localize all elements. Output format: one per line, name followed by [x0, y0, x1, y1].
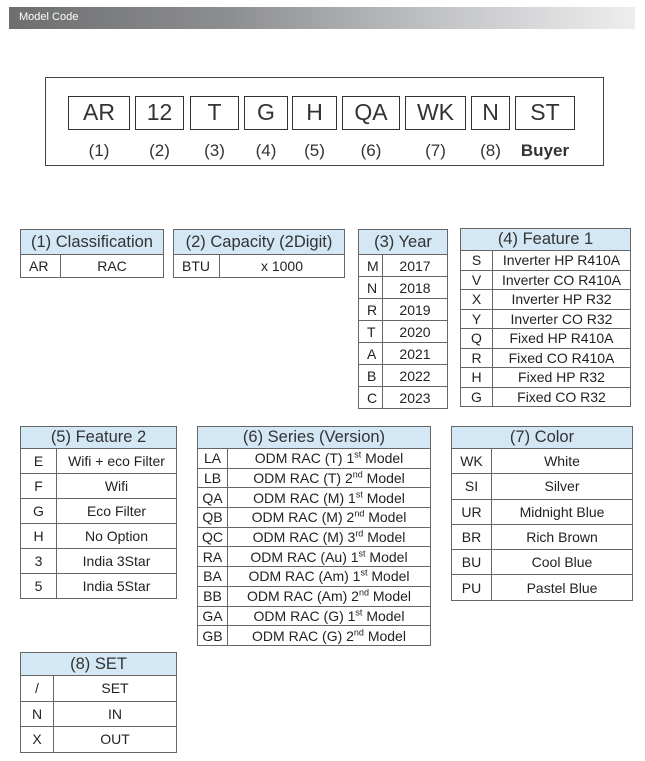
year-code-cell: N — [359, 277, 383, 299]
feature2-code-cell: E — [21, 449, 57, 474]
series-code-cell: GA — [198, 606, 228, 626]
color-code-cell: PU — [452, 575, 492, 600]
series-code-cell: QC — [198, 527, 228, 547]
code-label-5: (5) — [304, 141, 325, 160]
classification-table — [20, 229, 164, 278]
series-text: ODM RAC (M) 1 — [253, 489, 356, 506]
series-code-cell: LA — [198, 449, 228, 469]
table-row — [198, 606, 431, 626]
feature1-code-cell: V — [461, 270, 493, 290]
table-row — [198, 626, 431, 646]
table-row — [174, 255, 345, 278]
color-code-cell: UR — [452, 499, 492, 524]
year-code-cell: T — [359, 321, 383, 343]
series-suffix: Model — [362, 470, 405, 487]
series-value-cell — [228, 488, 431, 508]
year-table — [358, 229, 448, 409]
series-value-cell — [228, 586, 431, 606]
set-value-cell: IN — [54, 701, 177, 727]
code-label-6: (6) — [360, 141, 382, 160]
series-title: (6) Series (Version) — [198, 427, 431, 449]
feature2-value-cell: India 3Star — [57, 549, 177, 574]
series-text: ODM RAC (M) 3 — [252, 529, 356, 546]
code-label-1: (1) — [88, 141, 110, 160]
feature1-code-cell: G — [461, 387, 493, 407]
series-value-cell — [228, 626, 431, 646]
table-row — [21, 549, 177, 574]
series-suffix: Model — [363, 627, 406, 644]
table-row — [452, 449, 633, 474]
series-suffix: Model — [362, 607, 405, 624]
color-value-cell: Cool Blue — [492, 550, 633, 575]
series-value-cell — [228, 449, 431, 469]
year-value-cell: 2019 — [383, 299, 448, 321]
classification-code-cell: AR — [21, 255, 61, 278]
year-code-cell: C — [359, 387, 383, 409]
table-row — [198, 527, 431, 547]
series-value-cell — [228, 606, 431, 626]
color-value-cell: Pastel Blue — [492, 575, 633, 600]
series-text: ODM RAC (T) 1 — [254, 450, 355, 467]
table-row — [461, 348, 631, 368]
code-label-buyer: Buyer — [520, 141, 570, 160]
series-ordinal: nd — [352, 469, 363, 480]
feature1-code-cell: S — [461, 251, 493, 271]
series-code-cell: QB — [198, 508, 228, 528]
table-row — [359, 277, 448, 299]
series-code-cell: GB — [198, 626, 228, 646]
section-title: Model Code — [19, 11, 79, 23]
series-suffix: Model — [363, 529, 406, 546]
year-value-cell: 2017 — [383, 255, 448, 277]
feature1-value-cell: Fixed HP R32 — [493, 368, 631, 388]
feature1-value-cell: Fixed CO R410A — [493, 348, 631, 368]
table-row — [452, 575, 633, 600]
feature1-value-cell: Fixed CO R32 — [493, 387, 631, 407]
feature2-value-cell: No Option — [57, 524, 177, 549]
feature1-code-cell: R — [461, 348, 493, 368]
series-value-cell — [228, 527, 431, 547]
series-text: ODM RAC (Am) 2 — [246, 588, 359, 605]
color-value-cell: Silver — [492, 474, 633, 499]
code-label-8: (8) — [480, 141, 501, 160]
table-row — [21, 701, 177, 727]
feature2-code-cell: 5 — [21, 574, 57, 599]
feature2-code-cell: 3 — [21, 549, 57, 574]
series-ordinal: rd — [355, 528, 364, 539]
color-value-cell: Rich Brown — [492, 524, 633, 549]
series-text: ODM RAC (T) 2 — [253, 470, 353, 487]
year-value-cell: 2023 — [383, 387, 448, 409]
table-row — [198, 449, 431, 469]
series-suffix: Model — [361, 450, 404, 467]
table-row — [461, 387, 631, 407]
code-label-3: (3) — [204, 141, 225, 160]
table-row — [461, 251, 631, 271]
code-part-1: AR — [68, 96, 130, 130]
table-row — [198, 508, 431, 528]
code-label-2: (2) — [149, 141, 170, 160]
classification-title: (1) Classification — [21, 230, 164, 255]
color-value-cell: Midnight Blue — [492, 499, 633, 524]
set-code-cell: N — [21, 701, 54, 727]
table-row — [198, 488, 431, 508]
set-code-cell: X — [21, 727, 54, 753]
series-code-cell: QA — [198, 488, 228, 508]
color-value-cell: White — [492, 449, 633, 474]
table-row — [21, 574, 177, 599]
set-title: (8) SET — [21, 653, 177, 676]
table-row — [21, 676, 177, 702]
code-part-2: 12 — [135, 96, 184, 130]
table-row — [21, 255, 164, 278]
table-row — [198, 567, 431, 587]
series-text: ODM RAC (G) 2 — [252, 627, 354, 644]
table-row — [21, 499, 177, 524]
year-value-cell: 2018 — [383, 277, 448, 299]
table-row — [359, 365, 448, 387]
set-table — [20, 652, 177, 753]
table-row — [21, 727, 177, 753]
feature1-code-cell: Q — [461, 329, 493, 349]
year-code-cell: B — [359, 365, 383, 387]
table-row — [359, 299, 448, 321]
table-row — [461, 329, 631, 349]
series-ordinal: st — [360, 567, 368, 578]
feature2-code-cell: H — [21, 524, 57, 549]
color-table — [451, 426, 633, 601]
feature1-value-cell: Inverter HP R32 — [493, 290, 631, 310]
code-label-4: (4) — [255, 141, 277, 160]
table-row — [461, 270, 631, 290]
code-part-buyer: ST — [515, 96, 575, 130]
table-row — [461, 309, 631, 329]
table-row — [21, 449, 177, 474]
series-ordinal: nd — [353, 626, 364, 637]
series-value-cell — [228, 508, 431, 528]
series-code-cell: BA — [198, 567, 228, 587]
feature1-value-cell: Inverter HP R410A — [493, 251, 631, 271]
color-code-cell: BU — [452, 550, 492, 575]
feature1-table — [460, 228, 631, 407]
table-row — [452, 524, 633, 549]
series-ordinal: st — [358, 548, 366, 559]
color-title: (7) Color — [452, 427, 633, 449]
feature2-value-cell: India 5Star — [57, 574, 177, 599]
feature1-value-cell: Inverter CO R410A — [493, 270, 631, 290]
series-value-cell — [228, 547, 431, 567]
capacity-value-cell: x 1000 — [220, 255, 345, 278]
table-row — [452, 499, 633, 524]
code-part-6: QA — [342, 96, 400, 130]
table-row — [21, 524, 177, 549]
feature1-value-cell: Inverter CO R32 — [493, 309, 631, 329]
series-table — [197, 426, 431, 646]
code-part-8: N — [471, 96, 510, 130]
series-code-cell: LB — [198, 468, 228, 488]
set-code-cell: / — [21, 676, 54, 702]
capacity-title: (2) Capacity (2Digit) — [174, 230, 345, 255]
year-code-cell: A — [359, 343, 383, 365]
table-row — [198, 468, 431, 488]
table-row — [198, 586, 431, 606]
feature1-title: (4) Feature 1 — [461, 229, 631, 251]
series-suffix: Model — [364, 509, 407, 526]
code-part-7: WK — [405, 96, 466, 130]
color-code-cell: BR — [452, 524, 492, 549]
feature2-value-cell: Wifi + eco Filter — [57, 449, 177, 474]
series-value-cell — [228, 468, 431, 488]
set-value-cell: OUT — [54, 727, 177, 753]
feature1-code-cell: X — [461, 290, 493, 310]
classification-value-cell: RAC — [61, 255, 164, 278]
section-header — [9, 7, 635, 29]
series-text: ODM RAC (G) 1 — [253, 607, 356, 624]
series-code-cell: BB — [198, 586, 228, 606]
feature1-code-cell: Y — [461, 309, 493, 329]
feature2-value-cell: Wifi — [57, 474, 177, 499]
year-code-cell: R — [359, 299, 383, 321]
series-code-cell: RA — [198, 547, 228, 567]
table-row — [21, 474, 177, 499]
series-suffix: Model — [362, 489, 405, 506]
code-part-4: G — [244, 96, 288, 130]
color-code-cell: SI — [452, 474, 492, 499]
table-row — [461, 290, 631, 310]
year-code-cell: M — [359, 255, 383, 277]
series-suffix: Model — [365, 548, 408, 565]
year-value-cell: 2021 — [383, 343, 448, 365]
series-suffix: Model — [368, 588, 412, 605]
series-ordinal: nd — [358, 587, 369, 598]
code-part-3: T — [190, 96, 239, 130]
series-ordinal: st — [355, 607, 363, 618]
series-value-cell — [228, 567, 431, 587]
table-row — [452, 550, 633, 575]
set-value-cell: SET — [54, 676, 177, 702]
year-value-cell: 2022 — [383, 365, 448, 387]
table-row — [359, 387, 448, 409]
feature2-value-cell: Eco Filter — [57, 499, 177, 524]
series-ordinal: nd — [354, 508, 365, 519]
capacity-code-cell: BTU — [174, 255, 220, 278]
table-row — [359, 321, 448, 343]
series-text: ODM RAC (Am) 1 — [248, 568, 361, 585]
feature2-table — [20, 426, 177, 599]
table-row — [359, 343, 448, 365]
feature2-code-cell: F — [21, 474, 57, 499]
series-ordinal: st — [355, 489, 363, 500]
year-title: (3) Year — [359, 230, 448, 255]
code-label-7: (7) — [425, 141, 446, 160]
color-code-cell: WK — [452, 449, 492, 474]
year-value-cell: 2020 — [383, 321, 448, 343]
code-part-5: H — [292, 96, 337, 130]
feature1-value-cell: Fixed HP R410A — [493, 329, 631, 349]
table-row — [461, 368, 631, 388]
series-suffix: Model — [367, 568, 410, 585]
table-row — [198, 547, 431, 567]
series-text: ODM RAC (M) 2 — [251, 509, 355, 526]
series-ordinal: st — [354, 449, 362, 460]
table-row — [452, 474, 633, 499]
feature1-code-cell: H — [461, 368, 493, 388]
table-row — [359, 255, 448, 277]
capacity-table — [173, 229, 345, 278]
series-text: ODM RAC (Au) 1 — [250, 548, 359, 565]
feature2-title: (5) Feature 2 — [21, 427, 177, 449]
feature2-code-cell: G — [21, 499, 57, 524]
